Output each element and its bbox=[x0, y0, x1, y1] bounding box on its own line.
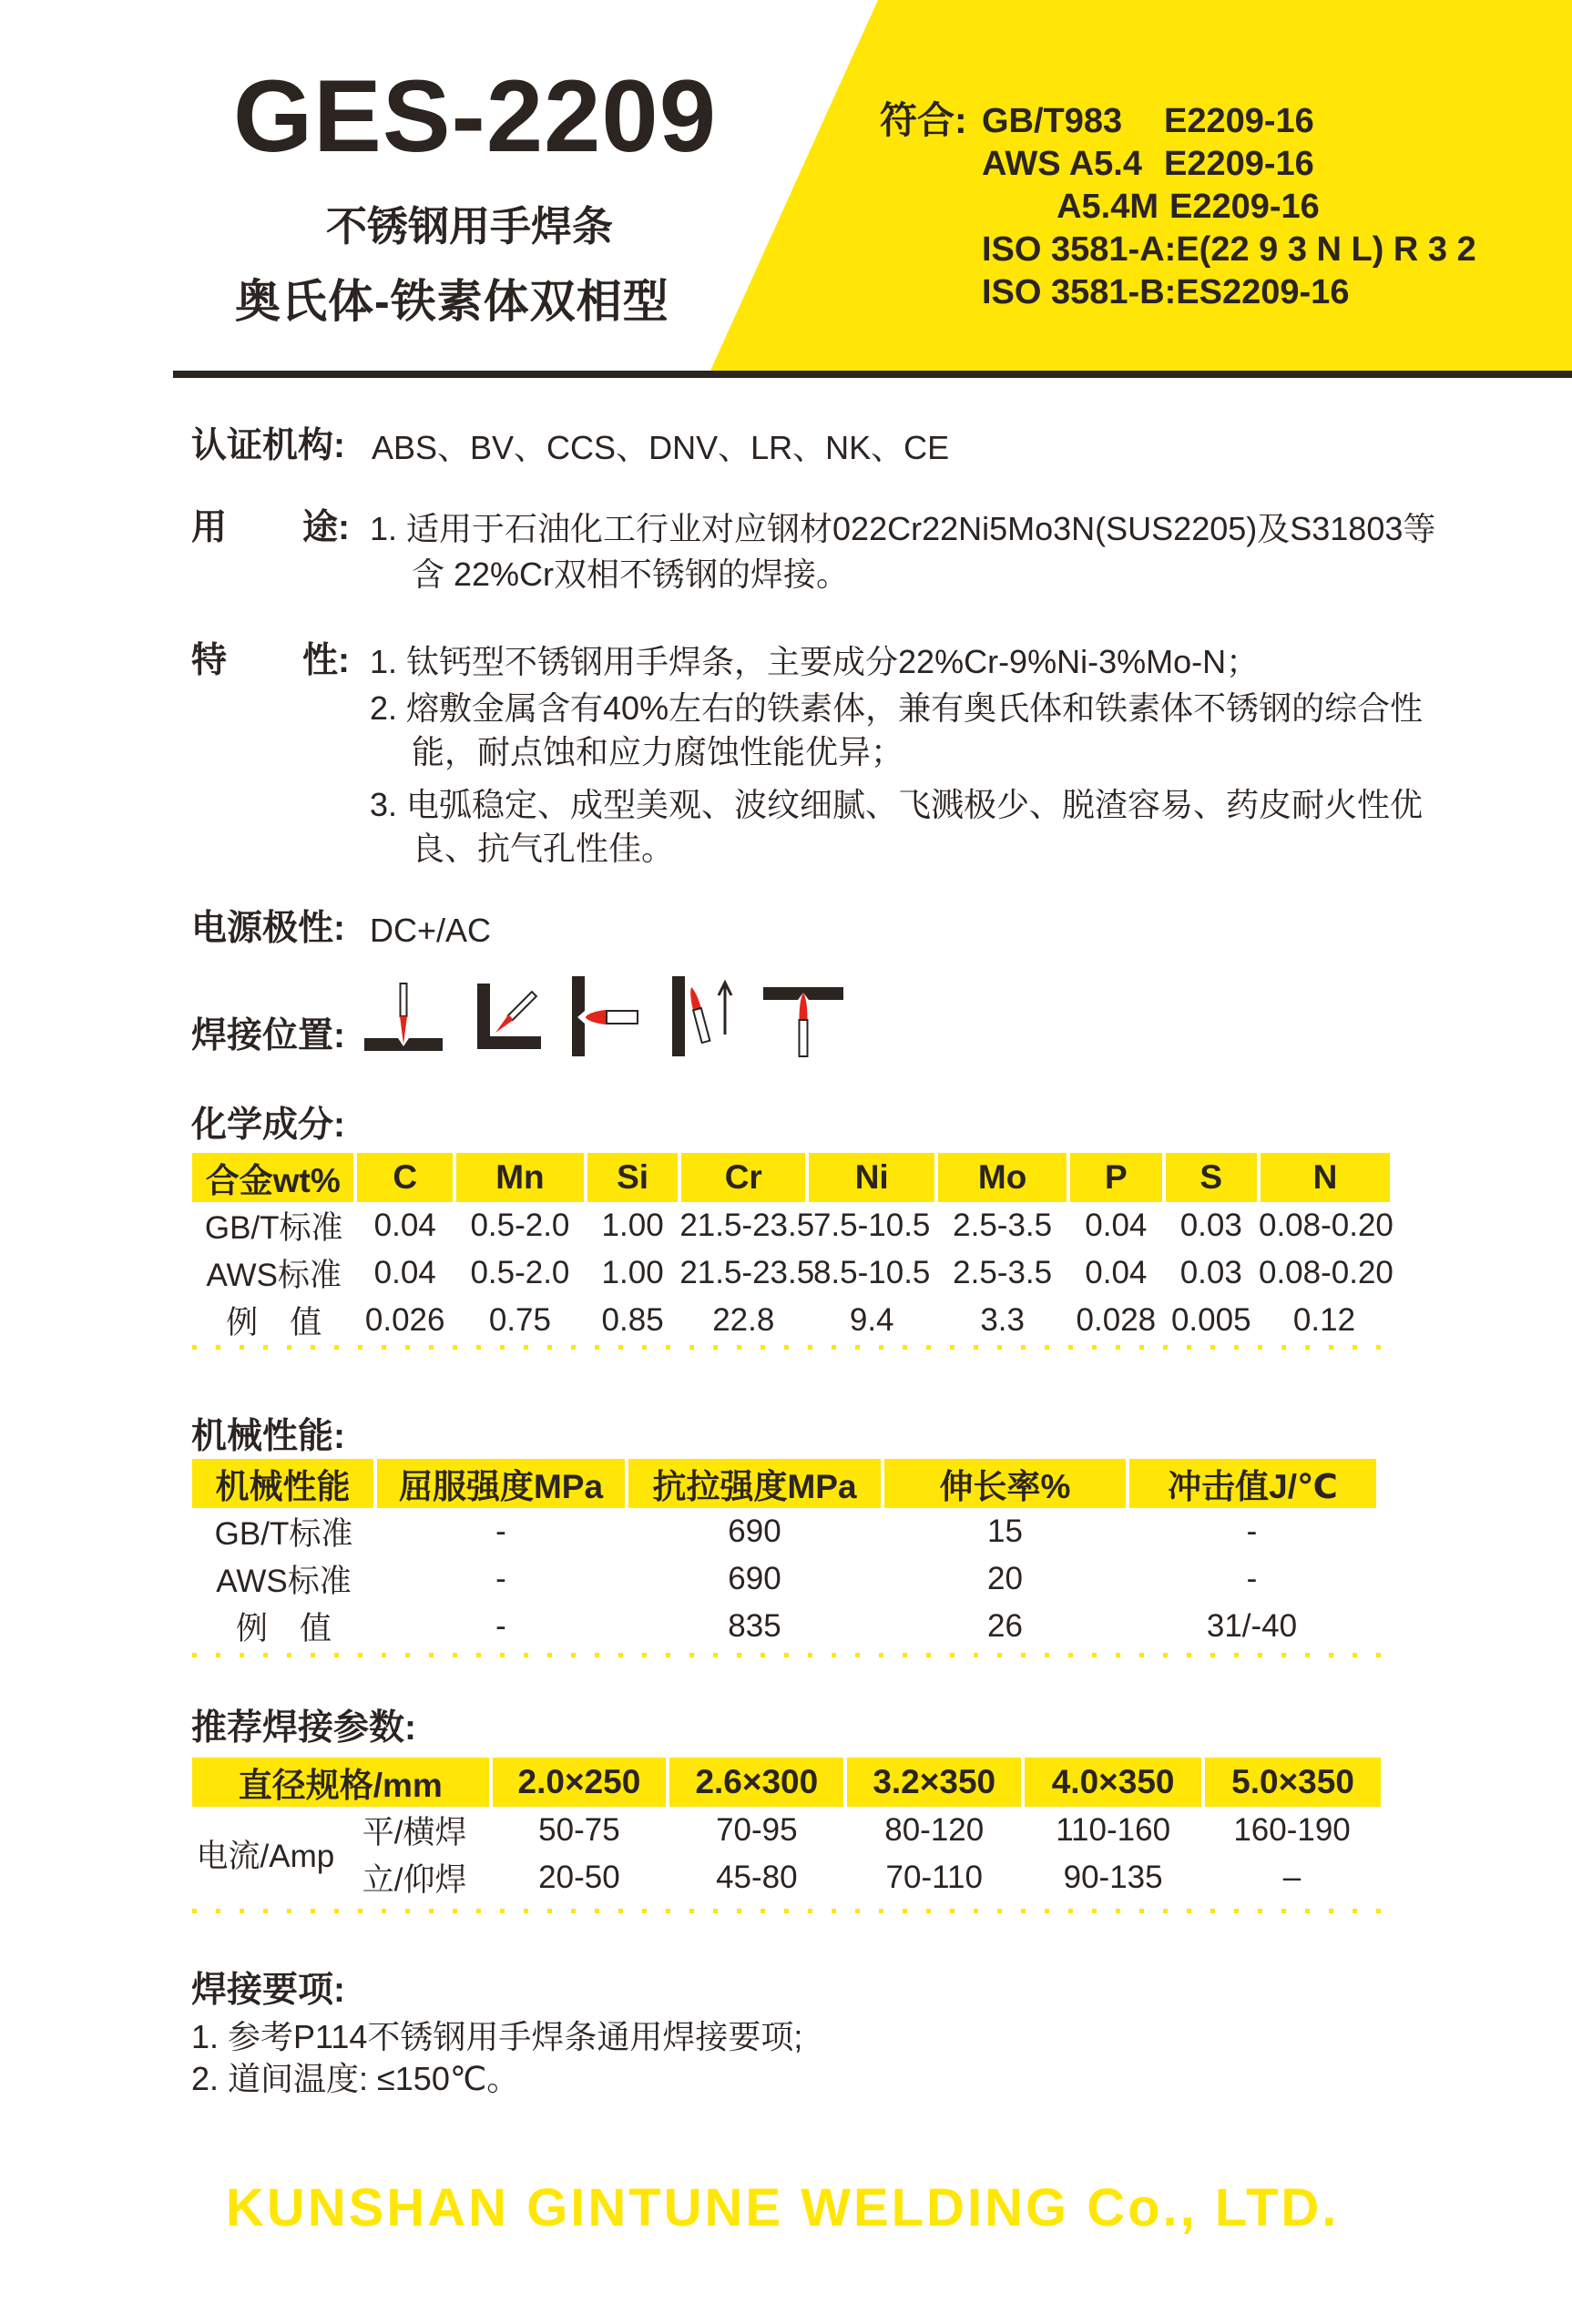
table-cell: 0.5-2.0 bbox=[470, 1255, 570, 1290]
table-cell: 21.5-23.5 bbox=[679, 1208, 815, 1243]
page-title: GES-2209 bbox=[233, 59, 717, 173]
mechanical-header-cell: 屈服强度MPa bbox=[375, 1459, 627, 1508]
chemistry-table bbox=[192, 1153, 1393, 1344]
standard-code: A5.4M bbox=[1057, 188, 1159, 226]
standard-grade: E2209-16 bbox=[1164, 102, 1314, 140]
parameters-header-cell: 4.0×350 bbox=[1023, 1758, 1203, 1807]
chemistry-row bbox=[192, 1297, 1390, 1344]
mechanical-header-cell: 抗拉强度MPa bbox=[627, 1459, 883, 1508]
features-label-part: 特 bbox=[191, 641, 228, 680]
table-cell: 0.03 bbox=[1179, 1255, 1242, 1290]
current-group-label: 电流/Amp bbox=[196, 1839, 335, 1874]
parameters-header-cell: 3.2×350 bbox=[845, 1758, 1023, 1807]
mechanical-section-label: 机械性能: bbox=[191, 1417, 345, 1456]
row-label: AWS标准 bbox=[206, 1258, 342, 1293]
note-line: 1. 参考P114不锈钢用手焊条通用焊接要项; bbox=[191, 2018, 803, 2055]
parameters-header-cell: 直径规格/mm bbox=[192, 1758, 491, 1807]
table-cell: 0.04 bbox=[1085, 1208, 1148, 1243]
standard-row bbox=[982, 271, 1476, 314]
mechanical-row bbox=[192, 1603, 1376, 1650]
parameters-row bbox=[192, 1854, 1381, 1901]
table-cell: 80-120 bbox=[884, 1812, 985, 1848]
table-cell: 0.75 bbox=[488, 1302, 551, 1338]
table-cell: 1.00 bbox=[601, 1208, 664, 1243]
chemistry-header-cell: Ni bbox=[807, 1153, 936, 1202]
certification-label: 认证机构: bbox=[191, 426, 345, 465]
welding-position-horizontal-icon bbox=[567, 976, 639, 1056]
mechanical-row bbox=[192, 1555, 1376, 1603]
table-cell: 7.5-10.5 bbox=[812, 1208, 931, 1243]
table-cell: - bbox=[1246, 1561, 1258, 1596]
parameters-section-label: 推荐焊接参数: bbox=[191, 1708, 416, 1748]
parameters-row bbox=[192, 1807, 1381, 1854]
certification-value: ABS、BV、CCS、DNV、LR、NK、CE bbox=[372, 429, 950, 466]
compliance-label: 符合: bbox=[880, 99, 967, 141]
table-cell: 70-110 bbox=[885, 1860, 983, 1895]
note-line: 2. 道间温度: ≤150℃。 bbox=[191, 2060, 520, 2097]
chemistry-header-cell: Si bbox=[586, 1153, 679, 1202]
standard-row bbox=[982, 100, 1476, 143]
table-cell: - bbox=[495, 1561, 506, 1596]
chemistry-header-cell: 合金wt% bbox=[192, 1153, 355, 1202]
chemistry-header-cell: Mn bbox=[454, 1153, 586, 1202]
parameters-table bbox=[192, 1758, 1381, 1901]
table-cell: 0.08-0.20 bbox=[1258, 1255, 1393, 1290]
chemistry-header-cell: C bbox=[355, 1153, 454, 1202]
table-cell: 21.5-23.5 bbox=[679, 1255, 815, 1290]
chemistry-header-cell: N bbox=[1259, 1153, 1390, 1202]
table-cell: 0.85 bbox=[601, 1302, 664, 1338]
feature-line: 1. 钛钙型不锈钢用手焊条，主要成分22%Cr-9%Ni-3%Mo-N； bbox=[370, 643, 1260, 680]
chemistry-header-cell: P bbox=[1068, 1153, 1163, 1202]
product-type-line: 奥氏体-铁素体双相型 bbox=[235, 276, 669, 327]
standard-grade: E2209-16 bbox=[1169, 188, 1320, 226]
table-cell: 8.5-10.5 bbox=[812, 1255, 931, 1290]
standard-grade: E2209-16 bbox=[1164, 145, 1314, 183]
table-cell: 70-95 bbox=[716, 1812, 798, 1848]
header-divider-rule bbox=[173, 371, 1572, 378]
product-subtitle: 不锈钢用手焊条 bbox=[326, 203, 614, 250]
standard-row bbox=[982, 186, 1476, 229]
usage-label bbox=[191, 510, 350, 545]
table-cell: 835 bbox=[728, 1608, 781, 1644]
dotted-separator bbox=[192, 1909, 1381, 1913]
chemistry-header-cell: S bbox=[1164, 1153, 1259, 1202]
table-cell: 2.5-3.5 bbox=[953, 1208, 1053, 1243]
standards-list bbox=[982, 100, 1476, 314]
dotted-separator bbox=[192, 1345, 1388, 1350]
polarity-label: 电源极性: bbox=[191, 909, 345, 948]
table-cell: – bbox=[1282, 1860, 1301, 1895]
standard-code: ISO 3581-B:ES2209-16 bbox=[982, 273, 1350, 311]
mechanical-header-cell: 伸长率% bbox=[883, 1459, 1128, 1508]
table-cell: 45-80 bbox=[716, 1860, 798, 1895]
table-cell: - bbox=[495, 1514, 506, 1549]
welding-position-flat-icon bbox=[364, 978, 443, 1055]
table-cell: 160-190 bbox=[1233, 1812, 1351, 1848]
standard-row bbox=[982, 229, 1476, 271]
chemistry-section-label: 化学成分: bbox=[191, 1106, 345, 1145]
row-label: GB/T标准 bbox=[214, 1516, 353, 1552]
parameters-header-cell: 2.0×250 bbox=[491, 1758, 669, 1807]
table-cell: 0.12 bbox=[1292, 1302, 1356, 1338]
welding-position-overhead-icon bbox=[763, 984, 843, 1060]
row-label: 立/仰焊 bbox=[362, 1862, 467, 1898]
table-cell: 20-50 bbox=[538, 1860, 620, 1895]
table-cell: 0.5-2.0 bbox=[470, 1208, 570, 1243]
table-cell: 0.005 bbox=[1170, 1302, 1251, 1338]
company-name: KUNSHAN GINTUNE WELDING Co., LTD. bbox=[226, 2178, 1340, 2237]
table-cell: 2.5-3.5 bbox=[953, 1255, 1053, 1290]
table-cell: 0.03 bbox=[1179, 1208, 1242, 1243]
parameters-header-row bbox=[192, 1758, 1381, 1807]
table-cell: 3.3 bbox=[980, 1302, 1025, 1338]
table-cell: 0.08-0.20 bbox=[1258, 1208, 1393, 1243]
dotted-separator bbox=[192, 1653, 1383, 1657]
welding-position-label: 焊接位置: bbox=[191, 1016, 345, 1055]
table-cell: - bbox=[1246, 1514, 1258, 1549]
standard-row bbox=[982, 143, 1476, 186]
table-cell: 15 bbox=[987, 1514, 1023, 1549]
chemistry-row bbox=[192, 1249, 1390, 1297]
table-cell: 110-160 bbox=[1056, 1812, 1171, 1848]
table-cell: 690 bbox=[728, 1561, 781, 1596]
table-cell: 50-75 bbox=[538, 1812, 620, 1848]
feature-line: 能，耐点蚀和应力腐蚀性能优异； bbox=[412, 733, 904, 770]
mechanical-row bbox=[192, 1508, 1376, 1555]
row-label: 例 值 bbox=[226, 1305, 322, 1340]
row-label: GB/T标准 bbox=[204, 1210, 343, 1246]
table-cell: 1.00 bbox=[601, 1255, 664, 1290]
table-cell: 22.8 bbox=[712, 1302, 775, 1338]
standard-code: GB/T983 bbox=[982, 102, 1123, 140]
parameters-header-cell: 2.6×300 bbox=[668, 1758, 845, 1807]
mechanical-header-cell: 冲击值J/℃ bbox=[1128, 1459, 1376, 1508]
mechanical-header-cell: 机械性能 bbox=[192, 1459, 375, 1508]
row-label: 例 值 bbox=[235, 1611, 332, 1646]
polarity-value: DC+/AC bbox=[370, 912, 492, 949]
usage-line: 1. 适用于石油化工行业对应钢材022Cr22Ni5Mo3N(SUS2205)及S31803等 bbox=[370, 510, 1436, 547]
table-cell: 0.04 bbox=[373, 1208, 436, 1243]
notes-section-label: 焊接要项: bbox=[191, 1971, 345, 2010]
table-cell: 9.4 bbox=[849, 1302, 894, 1338]
usage-line: 含 22%Cr双相不锈钢的焊接。 bbox=[412, 556, 850, 593]
table-cell: 0.04 bbox=[373, 1255, 436, 1290]
feature-line: 2. 熔敷金属含有40%左右的铁素体，兼有奥氏体和铁素体不锈钢的综合性 bbox=[370, 689, 1424, 727]
chemistry-header-row bbox=[192, 1153, 1390, 1202]
chemistry-row bbox=[192, 1202, 1390, 1249]
feature-line: 3. 电弧稳定、成型美观、波纹细腻、飞溅极少、脱渣容易、药皮耐火性优 bbox=[370, 786, 1424, 823]
features-label bbox=[191, 643, 350, 678]
table-cell: 0.028 bbox=[1076, 1302, 1157, 1338]
row-label: AWS标准 bbox=[216, 1564, 352, 1599]
table-cell: - bbox=[495, 1608, 506, 1644]
table-cell: 26 bbox=[987, 1608, 1023, 1644]
feature-line: 良、抗气孔性佳。 bbox=[412, 830, 675, 867]
standard-code: AWS A5.4 bbox=[982, 145, 1142, 183]
table-cell: 31/-40 bbox=[1206, 1608, 1298, 1644]
table-cell: 20 bbox=[987, 1561, 1023, 1596]
row-label: 平/横焊 bbox=[362, 1815, 467, 1850]
welding-position-fillet-icon bbox=[477, 978, 541, 1055]
mechanical-header-row bbox=[192, 1459, 1376, 1508]
features-label-part: 性: bbox=[302, 641, 350, 680]
mechanical-table bbox=[192, 1459, 1376, 1650]
chemistry-header-cell: Mo bbox=[936, 1153, 1068, 1202]
standard-code: ISO 3581-A:E(22 9 3 N L) R 3 2 bbox=[982, 230, 1476, 269]
table-cell: 690 bbox=[728, 1514, 781, 1549]
parameters-header-cell: 5.0×350 bbox=[1203, 1758, 1381, 1807]
chemistry-header-cell: Cr bbox=[679, 1153, 807, 1202]
usage-label-part: 用 bbox=[191, 508, 228, 547]
usage-label-part: 途: bbox=[302, 508, 350, 547]
welding-position-vertical-up-icon bbox=[672, 976, 740, 1056]
table-cell: 0.04 bbox=[1085, 1255, 1148, 1290]
table-cell: 90-135 bbox=[1063, 1860, 1163, 1895]
table-cell: 0.026 bbox=[364, 1302, 445, 1338]
